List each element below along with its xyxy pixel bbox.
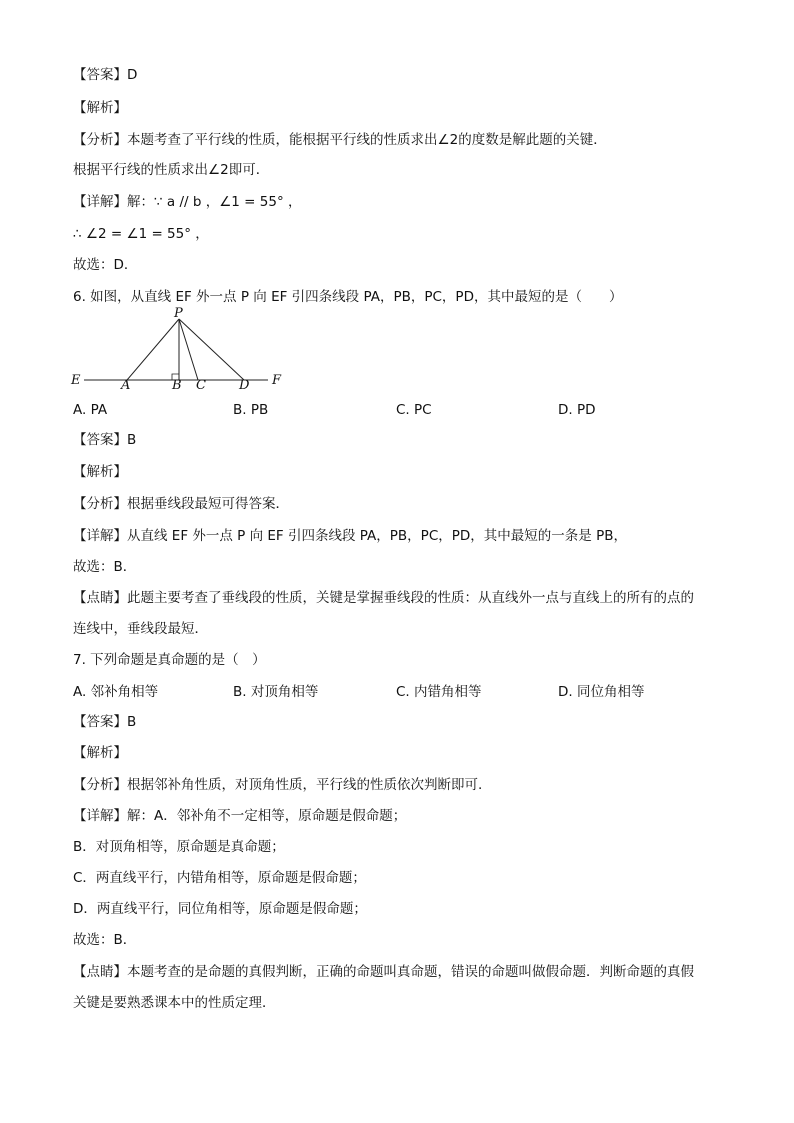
q6-answer: 【答案】B: [73, 432, 137, 448]
q7-comment: 【点睛】本题考查的是命题的真假判断，正确的命题叫真命题，错误的命题叫做假命题．判断命题的真假: [73, 964, 694, 980]
q6-analysis: 【分析】根据垂线段最短可得答案．: [73, 496, 289, 512]
q6-option-b: B. PB: [233, 402, 269, 418]
q6-comment: 【点睛】此题主要考查了垂线段的性质，关键是掌握垂线段的性质：从直线外一点与直线上的所有的点的: [73, 590, 694, 606]
q5-analysis-heading: 【解析】: [73, 100, 127, 116]
q6-choose: 故选：B．: [73, 559, 137, 575]
q7-detail-d: D．两直线平行，同位角相等，原命题是假命题；: [73, 901, 367, 917]
q7-stem: 7. 下列命题是真命题的是（ ）: [73, 652, 266, 668]
label-e: E: [71, 373, 81, 388]
q7-comment-2: 关键是要熟悉课本中的性质定理．: [73, 995, 276, 1011]
q7-detail-b: B．对顶角相等，原命题是真命题；: [73, 839, 285, 855]
label-b: B: [172, 378, 182, 390]
q5-analysis-2: 根据平行线的性质求出∠2即可．: [73, 162, 270, 178]
q5-choose: 故选：D．: [73, 257, 138, 273]
q7-option-a: A. 邻补角相等: [73, 684, 159, 700]
label-c: C: [196, 378, 206, 390]
label-d: D: [239, 378, 250, 390]
q5-detail: 【详解】解：∵ a // b ，∠1 = 55° ，: [73, 194, 302, 210]
q7-option-c: C. 内错角相等: [396, 684, 482, 700]
label-f: F: [272, 373, 282, 388]
q6-option-d: D. PD: [558, 402, 596, 418]
q6-comment-2: 连线中，垂线段最短．: [73, 621, 208, 637]
q6-analysis-heading: 【解析】: [73, 464, 127, 480]
segment-pa: [127, 319, 179, 380]
q6-option-c: C. PC: [396, 402, 432, 418]
q7-choose: 故选：B．: [73, 932, 137, 948]
q7-detail-c: C．两直线平行，内错角相等，原命题是假命题；: [73, 870, 366, 886]
q6-option-a: A. PA: [73, 402, 108, 418]
q7-option-d: D. 同位角相等: [558, 684, 645, 700]
q6-figure: [68, 305, 308, 390]
q5-answer: 【答案】D: [73, 67, 138, 83]
q7-detail: 【详解】解：A．邻补角不一定相等，原命题是假命题；: [73, 808, 407, 824]
q7-answer: 【答案】B: [73, 714, 137, 730]
q6-stem: 6. 如图，从直线 EF 外一点 P 向 EF 引四条线段 PA，PB，PC，PD，其中最短的是（ ）: [73, 289, 623, 305]
label-p: P: [174, 306, 183, 321]
q6-detail: 【详解】从直线 EF 外一点 P 向 EF 引四条线段 PA，PB，PC，PD，其中最短的一条是 PB，: [73, 528, 627, 544]
q5-therefore: ∴ ∠2 = ∠1 = 55° ，: [73, 226, 209, 242]
label-a: A: [121, 378, 131, 390]
q7-analysis-heading: 【解析】: [73, 745, 127, 761]
q7-option-b: B. 对顶角相等: [233, 684, 319, 700]
q5-analysis: 【分析】本题考查了平行线的性质，能根据平行线的性质求出∠2的度数是解此题的关键．: [73, 132, 607, 148]
q7-analysis: 【分析】根据邻补角性质，对顶角性质，平行线的性质依次判断即可.: [73, 777, 483, 793]
